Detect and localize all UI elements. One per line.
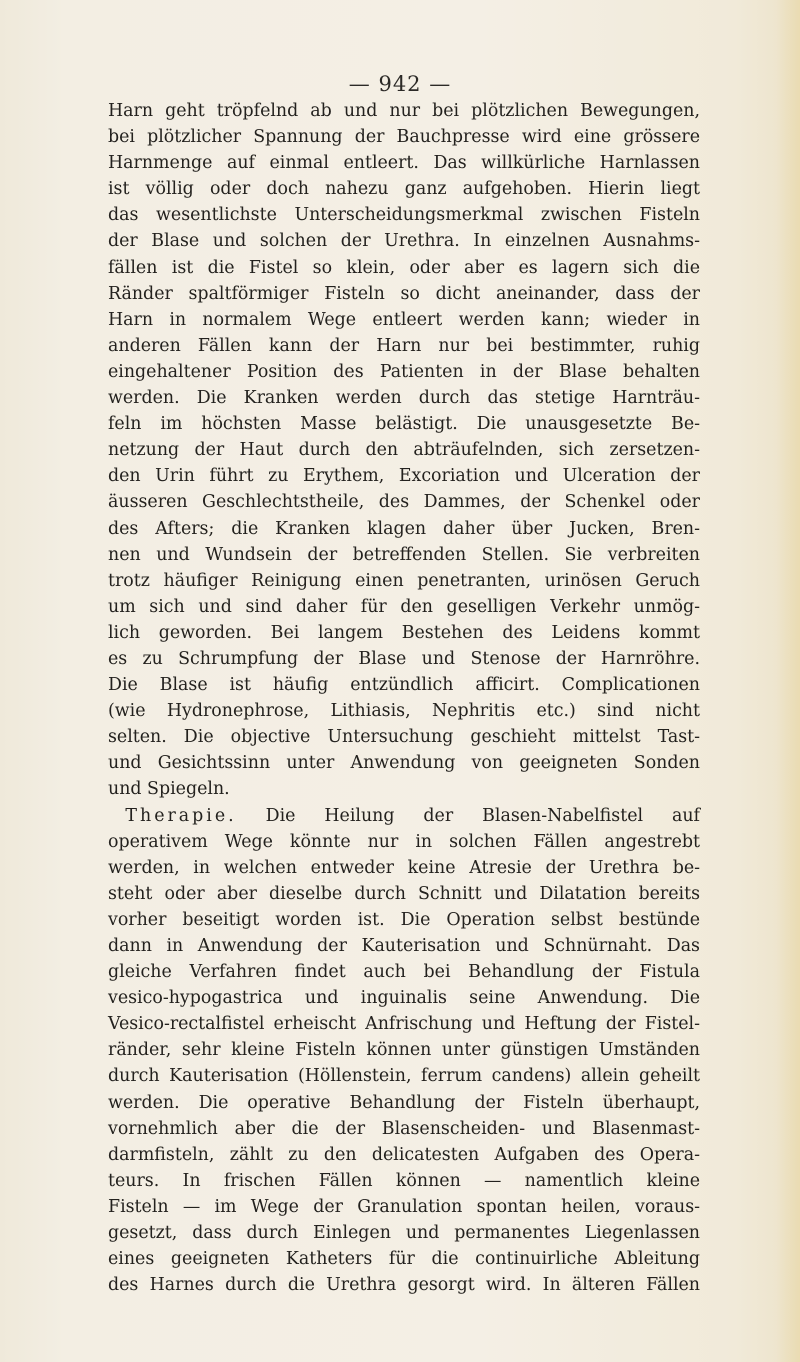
page-edge-shadow <box>776 0 800 1362</box>
text-line: anderen Fällen kann der Harn nur bei bestimmter, ruhig <box>108 335 700 356</box>
body-text <box>108 98 700 1298</box>
text-line: des Harnes durch die Urethra gesorgt wird. In älteren Fällen <box>108 1275 700 1296</box>
text-line: es zu Schrumpfung der Blase und Stenose der Harnröhre. <box>108 648 700 669</box>
page-number: — 942 — <box>348 72 452 96</box>
text-line: eines geeigneten Katheters für die continuirliche Ableitung <box>108 1249 700 1270</box>
text-line: vesico-hypogastrica und inguinalis seine Anwendung. Die <box>108 988 700 1009</box>
text-line: vornehmlich aber die der Blasenscheiden- und Blasenmast- <box>108 1118 700 1139</box>
text-line: Die Blase ist häufig entzündlich afficirt. Complicationen <box>108 675 700 696</box>
text-line: der Blase und solchen der Urethra. In einzelnen Ausnahms- <box>108 231 700 252</box>
text-line: Therapie. Die Heilung der Blasen-Nabelfistel auf <box>125 805 700 826</box>
text-line: Ränder spaltförmiger Fisteln so dicht aneinander, dass der <box>108 283 700 304</box>
text-line: nen und Wundsein der betreffenden Stellen. Sie verbreiten <box>108 544 700 565</box>
text-line: Harn in normalem Wege entleert werden kann; wieder in <box>108 309 700 330</box>
text-line: und Gesichtssinn unter Anwendung von geeigneten Sonden <box>108 753 700 774</box>
text-line: eingehaltener Position des Patienten in der Blase behalten <box>108 361 700 382</box>
text-line: und Spiegeln. <box>108 779 230 800</box>
text-line: den Urin führt zu Erythem, Excoriation und Ulceration der <box>108 466 700 487</box>
text-line: das wesentlichste Unterscheidungsmerkmal zwischen Fisteln <box>108 205 700 226</box>
text-line: fällen ist die Fistel so klein, oder aber es lagern sich die <box>108 257 700 278</box>
text-line: werden. Die Kranken werden durch das stetige Harnträu- <box>108 388 700 409</box>
text-line: operativem Wege könnte nur in solchen Fällen angestrebt <box>108 831 700 852</box>
text-line: selten. Die objective Untersuchung geschieht mittelst Tast- <box>108 727 700 748</box>
text-line: Harnmenge auf einmal entleert. Das willkürliche Harnlassen <box>108 153 700 174</box>
text-line: (wie Hydronephrose, Lithiasis, Nephritis etc.) sind nicht <box>108 701 700 722</box>
text-line: steht oder aber dieselbe durch Schnitt und Dilatation bereits <box>108 883 700 904</box>
text-line: ränder, sehr kleine Fisteln können unter günstigen Umständen <box>108 1040 700 1061</box>
text-line: vorher beseitigt worden ist. Die Operation selbst bestünde <box>108 909 700 930</box>
text-line: Harn geht tröpfelnd ab und nur bei plötzlichen Bewegungen, <box>108 101 700 121</box>
text-line: netzung der Haut durch den abträufelnden, sich zersetzen- <box>108 440 700 461</box>
section-heading-therapie: Therapie. <box>125 805 237 826</box>
text-line: bei plötzlicher Spannung der Bauchpresse wird eine grössere <box>108 127 700 148</box>
text-line: dann in Anwendung der Kauterisation und Schnürnaht. Das <box>108 936 700 956</box>
text-line: trotz häufiger Reinigung einen penetranten, urinösen Geruch <box>108 570 700 591</box>
text-line: feln im höchsten Masse belästigt. Die unausgesetzte Be- <box>108 414 700 435</box>
text-line: äusseren Geschlechtstheile, des Dammes, der Schenkel oder <box>108 492 700 513</box>
text-line: des Afters; die Kranken klagen daher über Jucken, Bren- <box>108 518 700 539</box>
text-line: durch Kauterisation (Höllenstein, ferrum candens) allein geheilt <box>108 1066 700 1087</box>
text-line: teurs. In frischen Fällen können — namentlich kleine <box>108 1170 700 1191</box>
text-line: ist völlig oder doch nahezu ganz aufgehoben. Hierin liegt <box>108 179 700 200</box>
text-line: werden. Die operative Behandlung der Fisteln überhaupt, <box>108 1092 700 1113</box>
text-line: darmfisteln, zählt zu den delicatesten Aufgaben des Opera- <box>108 1144 700 1165</box>
text-line: werden, in welchen entweder keine Atresie der Urethra be- <box>108 857 700 878</box>
text-line: gleiche Verfahren findet auch bei Behandlung der Fistula <box>108 962 700 983</box>
text-line: Vesico-rectalfistel erheischt Anfrischung und Heftung der Fistel- <box>108 1014 700 1035</box>
text-line: Fisteln — im Wege der Granulation spontan heilen, voraus- <box>108 1196 700 1217</box>
text-line: lich geworden. Bei langem Bestehen des Leidens kommt <box>108 622 700 643</box>
text-line: um sich und sind daher für den geselligen Verkehr unmög- <box>108 596 700 617</box>
text-line: gesetzt, dass durch Einlegen und permanentes Liegenlassen <box>108 1223 700 1244</box>
